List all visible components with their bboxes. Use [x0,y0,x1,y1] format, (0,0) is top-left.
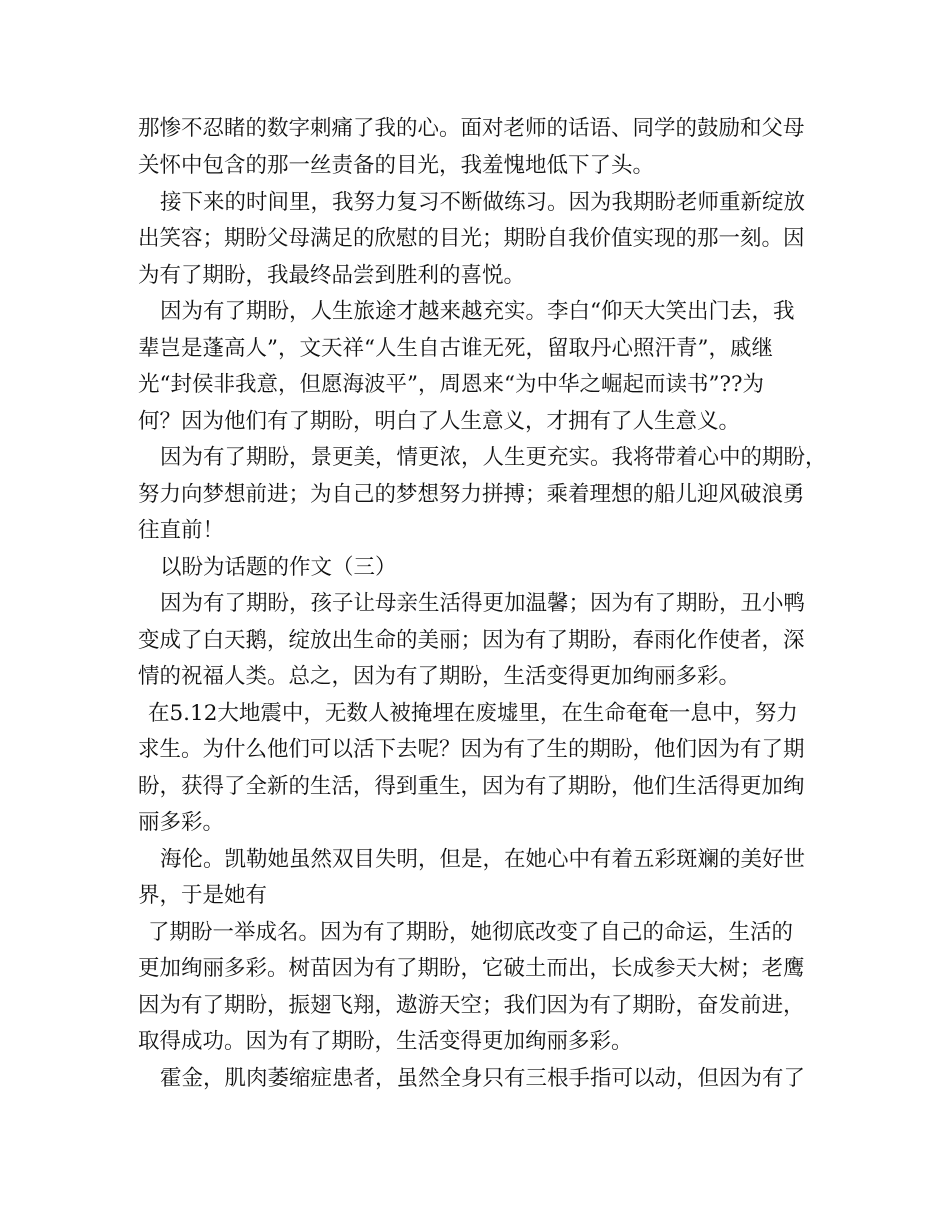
text-line: 盼，获得了全新的生活，得到重生，因为有了期盼，他们生活得更加绚 [138,774,805,799]
section-heading: 以盼为话题的作文（三） [160,555,397,580]
text-line: 努力向梦想前进；为自己的梦想努力拼搏；乘着理想的船儿迎风破浪勇 [138,482,805,507]
text-line: 求生。为什么他们可以活下去呢？因为有了生的期盼，他们因为有了期 [138,737,805,762]
text-line: 丽多彩。 [138,810,225,835]
text-line: 辈岂是蓬高人”，文天祥“人生自古谁无死，留取丹心照汗青”，戚继 [138,336,773,361]
text-line: 更加绚丽多彩。树苗因为有了期盼，它破土而出，长成参天大树；老鹰 [138,956,805,981]
text-line: 光“封侯非我意，但愿海波平”，周恩来“为中华之崛起而读书”??为 [138,372,765,397]
text-line: 何？因为他们有了期盼，明白了人生意义，才拥有了人生意义。 [138,409,741,434]
text-line: 因为有了期盼，景更美，情更浓，人生更充实。我将带着心中的期盼， [160,445,827,470]
text-line: 那惨不忍睹的数字刺痛了我的心。面对老师的话语、同学的鼓励和父母 [138,116,805,141]
text-line: 因为有了期盼，振翅飞翔，遨游天空；我们因为有了期盼，奋发前进， [138,993,805,1018]
text-line: 因为有了期盼，孩子让母亲生活得更加温馨；因为有了期盼，丑小鸭 [160,591,806,616]
text-line: 为有了期盼，我最终品尝到胜利的喜悦。 [138,263,526,288]
text-line: 变成了白天鹅，绽放出生命的美丽；因为有了期盼，春雨化作使者，深 [138,628,805,653]
text-line: 出笑容；期盼父母满足的欣慰的目光；期盼自我价值实现的那一刻。因 [138,226,805,251]
text-line: 在5.12大地震中，无数人被掩埋在废墟里，在生命奄奄一息中，努力 [148,701,798,726]
text-line: 界，于是她有 [138,883,268,908]
text-line: 接下来的时间里，我努力复习不断做练习。因为我期盼老师重新绽放 [160,190,806,215]
text-line: 取得成功。因为有了期盼，生活变得更加绚丽多彩。 [138,1029,633,1054]
text-line: 因为有了期盼，人生旅途才越来越充实。李白“仰天大笑出门去，我 [160,299,795,324]
text-line: 霍金，肌肉萎缩症患者，虽然全身只有三根手指可以动，但因为有了 [160,1066,806,1091]
text-line: 关怀中包含的那一丝责备的目光，我羞愧地低下了头。 [138,153,655,178]
text-line: 情的祝福人类。总之，因为有了期盼，生活变得更加绚丽多彩。 [138,664,741,689]
text-line: 海伦。凯勒她虽然双目失明，但是，在她心中有着五彩斑斓的美好世 [160,847,806,872]
text-line: 往直前！ [138,518,225,543]
text-line: 了期盼一举成名。因为有了期盼，她彻底改变了自己的命运，生活的 [148,920,794,945]
